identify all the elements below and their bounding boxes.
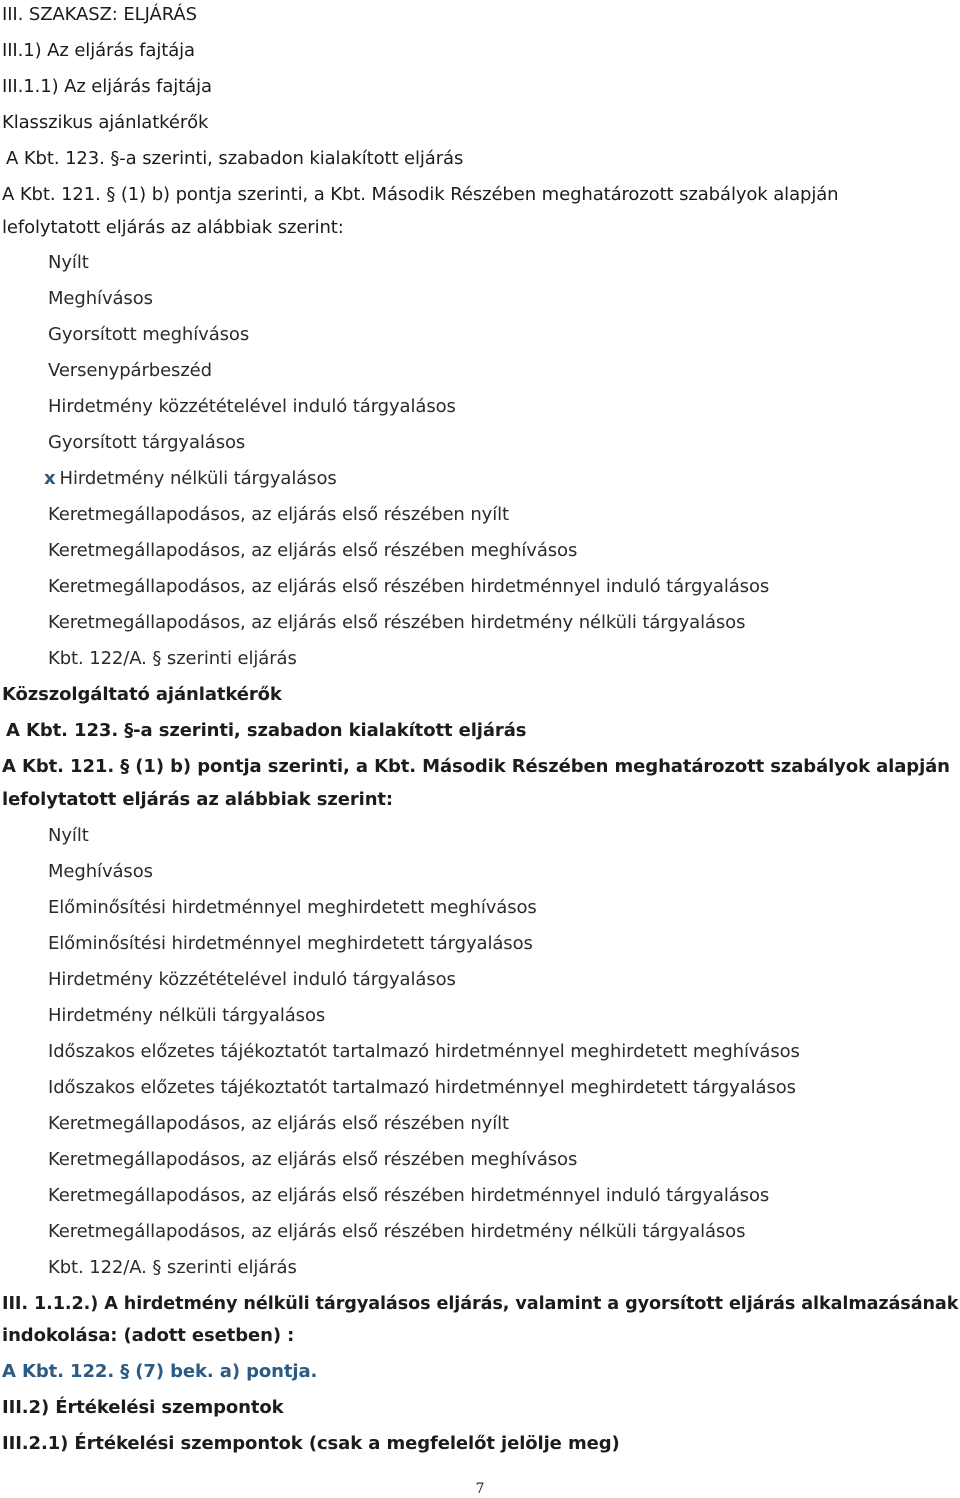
utility-option: Előminősítési hirdetménnyel meghirdetett meghívásos: [48, 897, 537, 918]
classic-heading: Klasszikus ajánlatkérők: [2, 112, 209, 133]
utility-option: Előminősítési hirdetménnyel meghirdetett tárgyalásos: [48, 933, 533, 954]
classic-option: Nyílt: [48, 252, 89, 273]
utility-option: Keretmegállapodásos, az eljárás első részében hirdetménnyel induló tárgyalásos: [48, 1185, 770, 1206]
classic-option: Keretmegállapodásos, az eljárás első részében hirdetmény nélküli tárgyalásos: [48, 612, 746, 633]
criteria-heading: III.2) Értékelési szempontok: [2, 1397, 284, 1418]
classic-option: Hirdetmény közzétételével induló tárgyalásos: [48, 396, 456, 417]
selected-mark: x: [44, 468, 56, 489]
justification-line2: indokolása: (adott esetben) :: [2, 1325, 295, 1346]
subsubsection-title: III.1.1) Az eljárás fajtája: [2, 76, 212, 97]
utility-option: Meghívásos: [48, 861, 153, 882]
classic-option: Keretmegállapodásos, az eljárás első részében hirdetménnyel induló tárgyalásos: [48, 576, 770, 597]
classic-option: Keretmegállapodásos, az eljárás első részében meghívásos: [48, 540, 578, 561]
justification-value: A Kbt. 122. § (7) bek. a) pontja.: [2, 1361, 318, 1382]
classic-kbt121-line2: lefolytatott eljárás az alábbiak szerint:: [2, 217, 344, 238]
utility-kbt123: A Kbt. 123. §-a szerinti, szabadon kialakított eljárás: [6, 720, 527, 741]
utility-option: Nyílt: [48, 825, 89, 846]
section-title: III. SZAKASZ: ELJÁRÁS: [2, 4, 197, 25]
utility-option: Keretmegállapodásos, az eljárás első részében meghívásos: [48, 1149, 578, 1170]
utility-heading: Közszolgáltató ajánlatkérők: [2, 684, 282, 705]
utility-option: Keretmegállapodásos, az eljárás első részében hirdetmény nélküli tárgyalásos: [48, 1221, 746, 1242]
classic-option: Keretmegállapodásos, az eljárás első részében nyílt: [48, 504, 509, 525]
classic-option: Meghívásos: [48, 288, 153, 309]
utility-option: Időszakos előzetes tájékoztatót tartalmazó hirdetménnyel meghirdetett meghívásos: [48, 1041, 800, 1062]
classic-option: Gyorsított tárgyalásos: [48, 432, 246, 453]
classic-option-selected: [44, 467, 337, 491]
utility-option: Időszakos előzetes tájékoztatót tartalmazó hirdetménnyel meghirdetett tárgyalásos: [48, 1077, 796, 1098]
page-number: 7: [475, 1481, 485, 1497]
criteria-subheading: III.2.1) Értékelési szempontok (csak a megfelelőt jelölje meg): [2, 1433, 620, 1454]
classic-option: Kbt. 122/A. § szerinti eljárás: [48, 648, 297, 669]
utility-option: Hirdetmény nélküli tárgyalásos: [48, 1005, 326, 1026]
classic-kbt121-line1: A Kbt. 121. § (1) b) pontja szerinti, a Kbt. Második Részében meghatározott szabályok alapján: [2, 184, 839, 205]
utility-option: Keretmegállapodásos, az eljárás első részében nyílt: [48, 1113, 509, 1134]
utility-option: Hirdetmény közzétételével induló tárgyalásos: [48, 969, 456, 990]
utility-kbt121-line2: lefolytatott eljárás az alábbiak szerint:: [2, 789, 394, 810]
justification-line1: III. 1.1.2.) A hirdetmény nélküli tárgyalásos eljárás, valamint a gyorsított eljárás alkalmazásának: [2, 1293, 959, 1314]
classic-option: Versenypárbeszéd: [48, 360, 212, 381]
classic-option-label: Hirdetmény nélküli tárgyalásos: [59, 468, 337, 489]
utility-option: Kbt. 122/A. § szerinti eljárás: [48, 1257, 297, 1278]
classic-kbt123: A Kbt. 123. §-a szerinti, szabadon kialakított eljárás: [6, 148, 464, 169]
utility-kbt121-line1: A Kbt. 121. § (1) b) pontja szerinti, a Kbt. Második Részében meghatározott szabályok alapján: [2, 756, 950, 777]
subsection-title: III.1) Az eljárás fajtája: [2, 40, 195, 61]
classic-option: Gyorsított meghívásos: [48, 324, 250, 345]
